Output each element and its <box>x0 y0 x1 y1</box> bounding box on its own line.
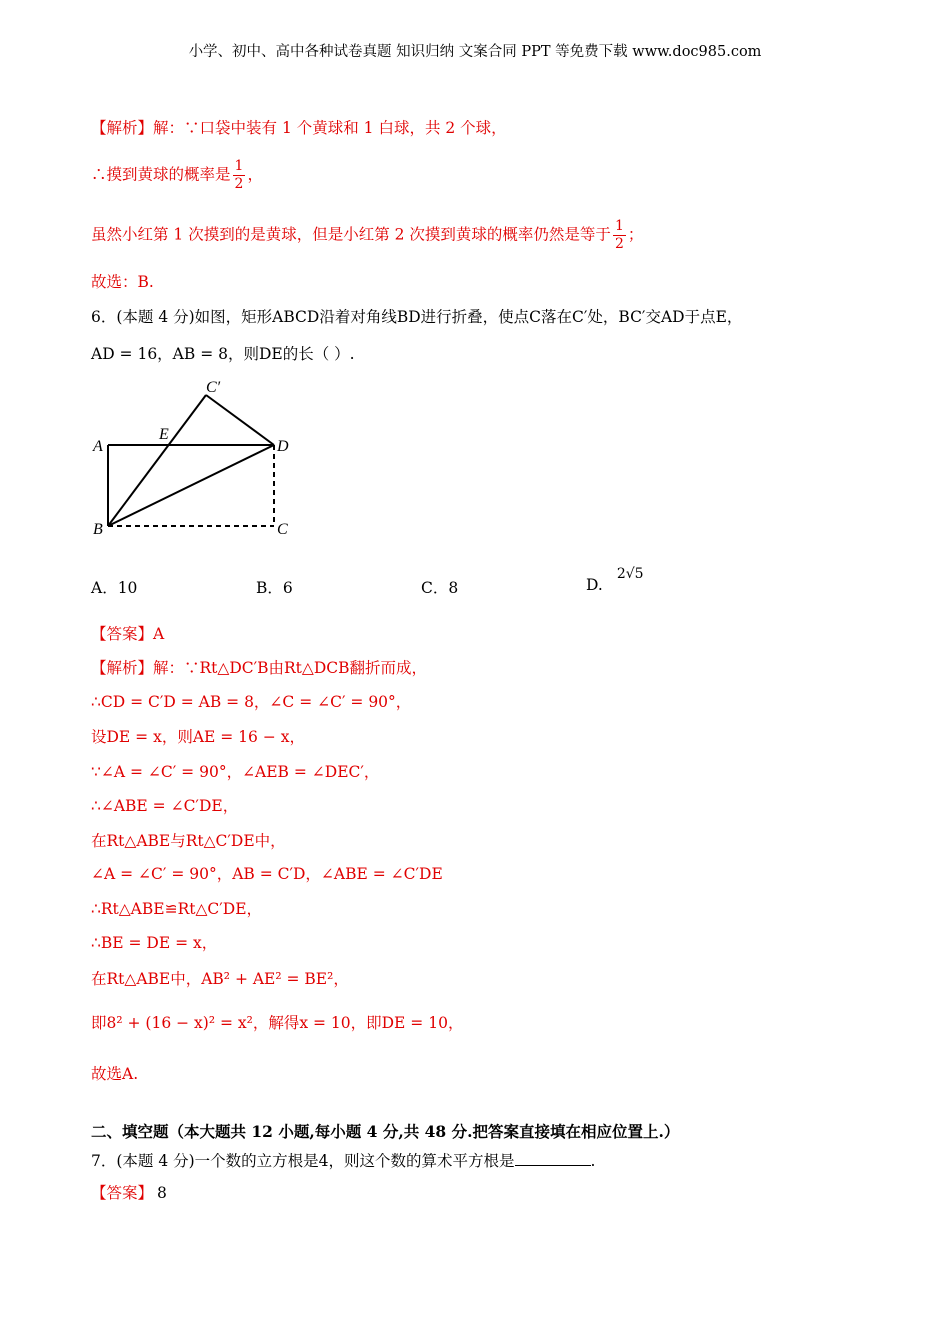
analysis-6-line-4: ∵∠A = ∠C′ = 90°，∠AEB = ∠DEC′， <box>91 763 380 781</box>
label-B: B <box>93 521 103 538</box>
answer-blank[interactable] <box>515 1150 591 1166</box>
label-E: E <box>159 426 169 443</box>
fraction-one-half: $\frac{1}{2}$ <box>614 218 624 252</box>
label-C: C <box>277 521 288 538</box>
label-A: A <box>93 438 103 455</box>
analysis-6-line-6: 在Rt△ABE与Rt△C′DE中， <box>91 832 286 850</box>
segment-CprimeD <box>206 395 274 445</box>
question-7-stem: 7．(本题 4 分)一个数的立方根是4，则这个数的算术平方根是 . <box>91 1152 596 1170</box>
section-2-title: 二、填空题（本大题共 12 小题,每小题 4 分,共 48 分.把答案直接填在相应位置上.） <box>91 1122 680 1141</box>
question-6-stem-line-1: 6．(本题 4 分)如图，矩形ABCD沿着对角线BD进行折叠，使点C落在C′处，BC′交AD于点E， <box>91 308 743 326</box>
analysis-6-line-12: 故选A. <box>91 1065 139 1083</box>
answer-6-line: 【答案】A <box>91 625 165 643</box>
analysis-6-line-5: ∴∠ABE = ∠C′DE， <box>91 797 239 815</box>
label-Cprime: C′ <box>206 379 221 396</box>
analysis-6-line-7: ∠A = ∠C′ = 90°，AB = C′D，∠ABE = ∠C′DE <box>91 865 443 883</box>
option-c[interactable]: C．8 <box>421 579 459 597</box>
analysis-6-line-10: 在Rt△ABE中，AB² + AE² = BE²， <box>91 970 349 988</box>
answer-7-line: 【答案】 8 <box>91 1184 167 1202</box>
page-header: 小学、初中、高中各种试卷真题 知识归纳 文案合同 PPT 等免费下载 www.doc985.com <box>188 44 762 60</box>
analysis-line-1: 【解析】解：∵口袋中装有 1 个黄球和 1 白球，共 2 个球， <box>91 119 507 137</box>
analysis-line-3: 虽然小红第 1 次摸到的是黄球，但是小红第 2 次摸到黄球的概率仍然是等于 $\frac{1}{2}$ ； <box>91 218 644 252</box>
segment-BCprime <box>108 395 206 526</box>
folded-rectangle-figure <box>88 376 298 541</box>
label-D: D <box>277 438 289 455</box>
option-b[interactable]: B．6 <box>256 579 293 597</box>
analysis-6-line-9: ∴BE = DE = x， <box>91 934 218 952</box>
analysis-label: 【解析】 <box>91 119 154 137</box>
analysis-6-line-1: 【解析】解：∵Rt△DC′B由Rt△DCB翻折而成， <box>91 659 428 677</box>
segment-BD <box>108 445 274 526</box>
analysis-line-2: ∴摸到黄球的概率是 $\frac{1}{2}$ ， <box>91 158 263 192</box>
fraction-one-half: $\frac{1}{2}$ <box>234 158 244 192</box>
analysis-6-line-2: ∴CD = C′D = AB = 8，∠C = ∠C′ = 90°， <box>91 693 412 711</box>
option-a[interactable]: A．10 <box>91 579 138 597</box>
question-6-stem-line-2: AD = 16，AB = 8，则DE的长（ ）. <box>91 345 355 363</box>
option-d[interactable]: D.2√5 <box>586 566 644 594</box>
analysis-line-4: 故选：B. <box>91 273 154 291</box>
analysis-6-line-8: ∴Rt△ABE≌Rt△C′DE， <box>91 900 263 918</box>
analysis-6-line-3: 设DE = x，则AE = 16 − x， <box>91 728 305 746</box>
option-d-expr: 2√5 <box>616 566 644 582</box>
analysis-6-line-11: 即8² + (16 − x)² = x²，解得x = 10，即DE = 10， <box>91 1014 464 1032</box>
